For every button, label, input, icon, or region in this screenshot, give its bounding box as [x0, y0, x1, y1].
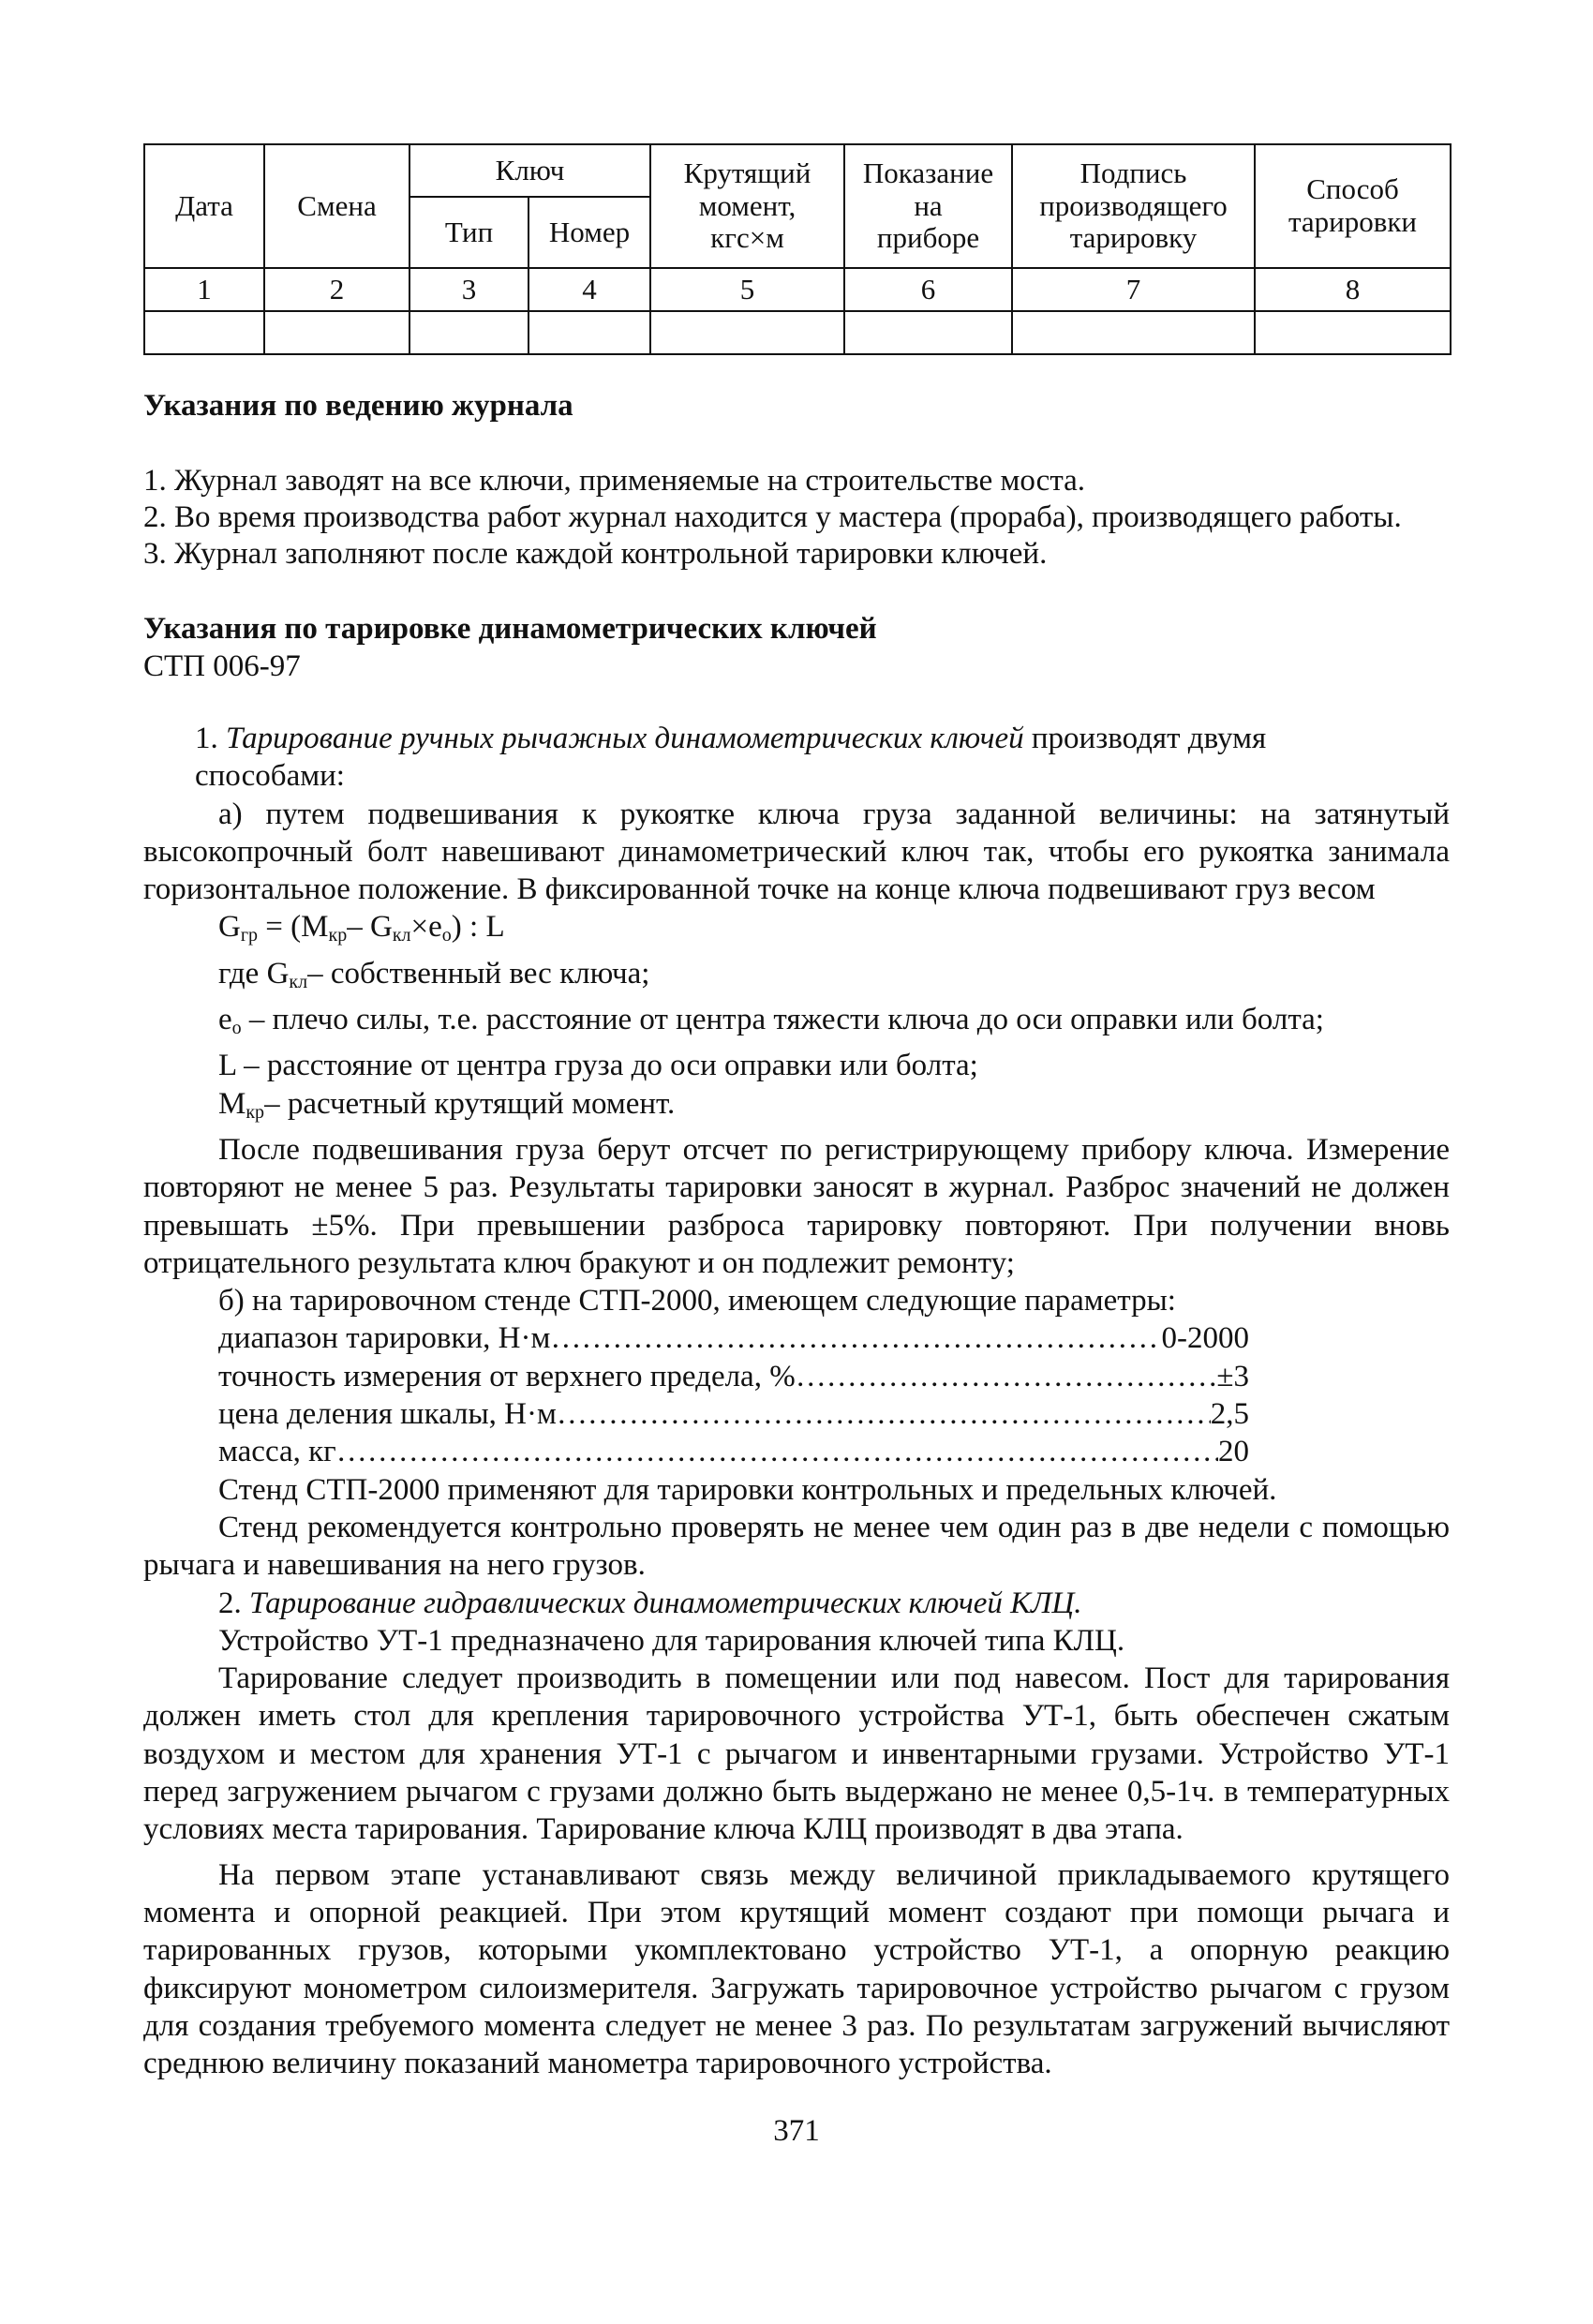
param-mass: масса, кг …………………………………………………………………………………………………………………………… 20	[143, 1433, 1249, 1470]
section-2-title: 2. Тарирование гидравлических динамометрических ключей КЛЦ.	[218, 1586, 1082, 1620]
column-number: 8	[1255, 268, 1451, 311]
section-2-p3: На первом этапе устанавливают связь между величиной прикладываемого крутящего момента и опорной реакцией. При этом крутящий момент создают при помощи рычага и тарированных грузов, которыми укомплектовано устройство УТ-1, а опорную реакцию фиксируют монометром силоизмерителя. Загружать тарировочное устройство рычагом с грузом для создания требуемого момента следует не менее 3 раз. По результатам загружений вычисляют среднюю величину показаний манометра тарировочного устройства.	[143, 1857, 1450, 2081]
standard-code: СТП 006-97	[143, 649, 301, 683]
header-signature: Подпись производящего тарировку	[1012, 144, 1255, 268]
header-torque: Крутящий момент, кгс×м	[650, 144, 844, 268]
column-number: 3	[409, 268, 529, 311]
column-number: 2	[264, 268, 409, 311]
procedure-paragraph: После подвешивания груза берут отсчет по регистрирующему прибору ключа. Измерение повторяют не менее 5 раз. Результаты тарировки заносят в журнал. Разброс значений не должен превышать ±5%. При превышении разброса тарировку повторяют. При получении вновь отрицательного результата ключ бракуют и он подлежит ремонту;	[143, 1132, 1450, 1280]
header-reading: Показание на приборе	[844, 144, 1012, 268]
definition-eo: $e_о$ – плечо силы, т.е. расстояние от центра тяжести ключа до оси оправки или болта;	[218, 1003, 1324, 1039]
header-date: Дата	[144, 144, 264, 268]
journal-table	[143, 143, 1452, 355]
definition-mkr: $M_{кр}-$ расчетный крутящий момент.	[218, 1086, 676, 1123]
calibration-body	[143, 720, 1450, 2082]
section-1-title-cont: способами:	[195, 759, 345, 794]
empty-row	[144, 311, 1451, 354]
column-number: 7	[1012, 268, 1255, 311]
definition-gkl: где $G_{кл}-$ собственный вес ключа;	[218, 956, 650, 992]
list-item: 3. Журнал заполняют после каждой контрольной тарировки ключей.	[143, 537, 1048, 571]
list-item: 1. Журнал заводят на все ключи, применяемые на строительстве моста.	[143, 464, 1086, 498]
column-number: 5	[650, 268, 844, 311]
list-item: 2. Во время производства работ журнал находится у мастера (прораба), производящего работы.	[143, 500, 1402, 534]
calibration-heading: Указания по тарировке динамометрических ключей	[143, 612, 877, 646]
journal-list	[143, 463, 1455, 573]
header-type: Тип	[409, 197, 529, 268]
column-number: 6	[844, 268, 1012, 311]
param-range: диапазон тарировки, Н·м …………………………………………………………………………………………………………………………… 0-2000	[143, 1319, 1249, 1357]
stand-check: Стенд рекомендуется контрольно проверять не менее чем один раз в две недели с помощью рычага и навешивания на него грузов.	[143, 1510, 1450, 1583]
header-shift: Смена	[264, 144, 409, 268]
stand-use: Стенд СТП-2000 применяют для тарировки контрольных и предельных ключей.	[218, 1472, 1277, 1507]
param-division: цена деления шкалы, Н·м …………………………………………………………………………………………………………………………… 2,5	[143, 1395, 1249, 1433]
param-accuracy: точность измерения от верхнего предела, % …………………………………………………………………………………………………………………………… ±3	[143, 1358, 1249, 1395]
header-number: Номер	[529, 197, 650, 268]
section-2-p1: Устройство УТ-1 предназначено для тарирования ключей типа КЛЦ.	[218, 1623, 1125, 1658]
section-2-p2: Тарирование следует производить в помещении или под навесом. Пост для тарирования должен иметь стол для крепления тарировочного устройства УТ-1, быть обеспечен сжатым воздухом и местом для хранения УТ-1 с рычагом и инвентарными грузами. Устройство УТ-1 перед загружением рычагом с грузами должно быть выдержано не менее 0,5-1ч. в температурных условиях места тарирования. Тарирование ключа КЛЦ производят в два этапа.	[143, 1661, 1450, 1847]
column-number: 1	[144, 268, 264, 311]
formula: $G_{гр} = (M_{кр}-$ $G_{кл}\times e_о$) : L	[218, 910, 505, 946]
journal-heading: Указания по ведению журнала	[143, 389, 573, 423]
page-number: 371	[773, 2114, 820, 2148]
method-a-paragraph: а) путем подвешивания к рукоятке ключа груза заданной величины: на затянутый высокопрочный болт навешивают динамометрический ключ так, чтобы его рукоятка занимала горизонтальное положение. В фиксированной точке на конце ключа подвешивают груз весом	[143, 797, 1450, 907]
method-b-line: б) на тарировочном стенде СТП-2000, имеющем следующие параметры:	[218, 1284, 1176, 1318]
column-number: 4	[529, 268, 650, 311]
header-key-group: Ключ	[409, 144, 650, 197]
column-number-row	[144, 268, 1451, 311]
header-method: Способ тарировки	[1255, 144, 1451, 268]
section-1-title: 1. Тарирование ручных рычажных динамометрических ключей производят двумя	[195, 722, 1267, 755]
definition-l: L – расстояние от центра груза до оси оправки или болта;	[218, 1049, 978, 1083]
